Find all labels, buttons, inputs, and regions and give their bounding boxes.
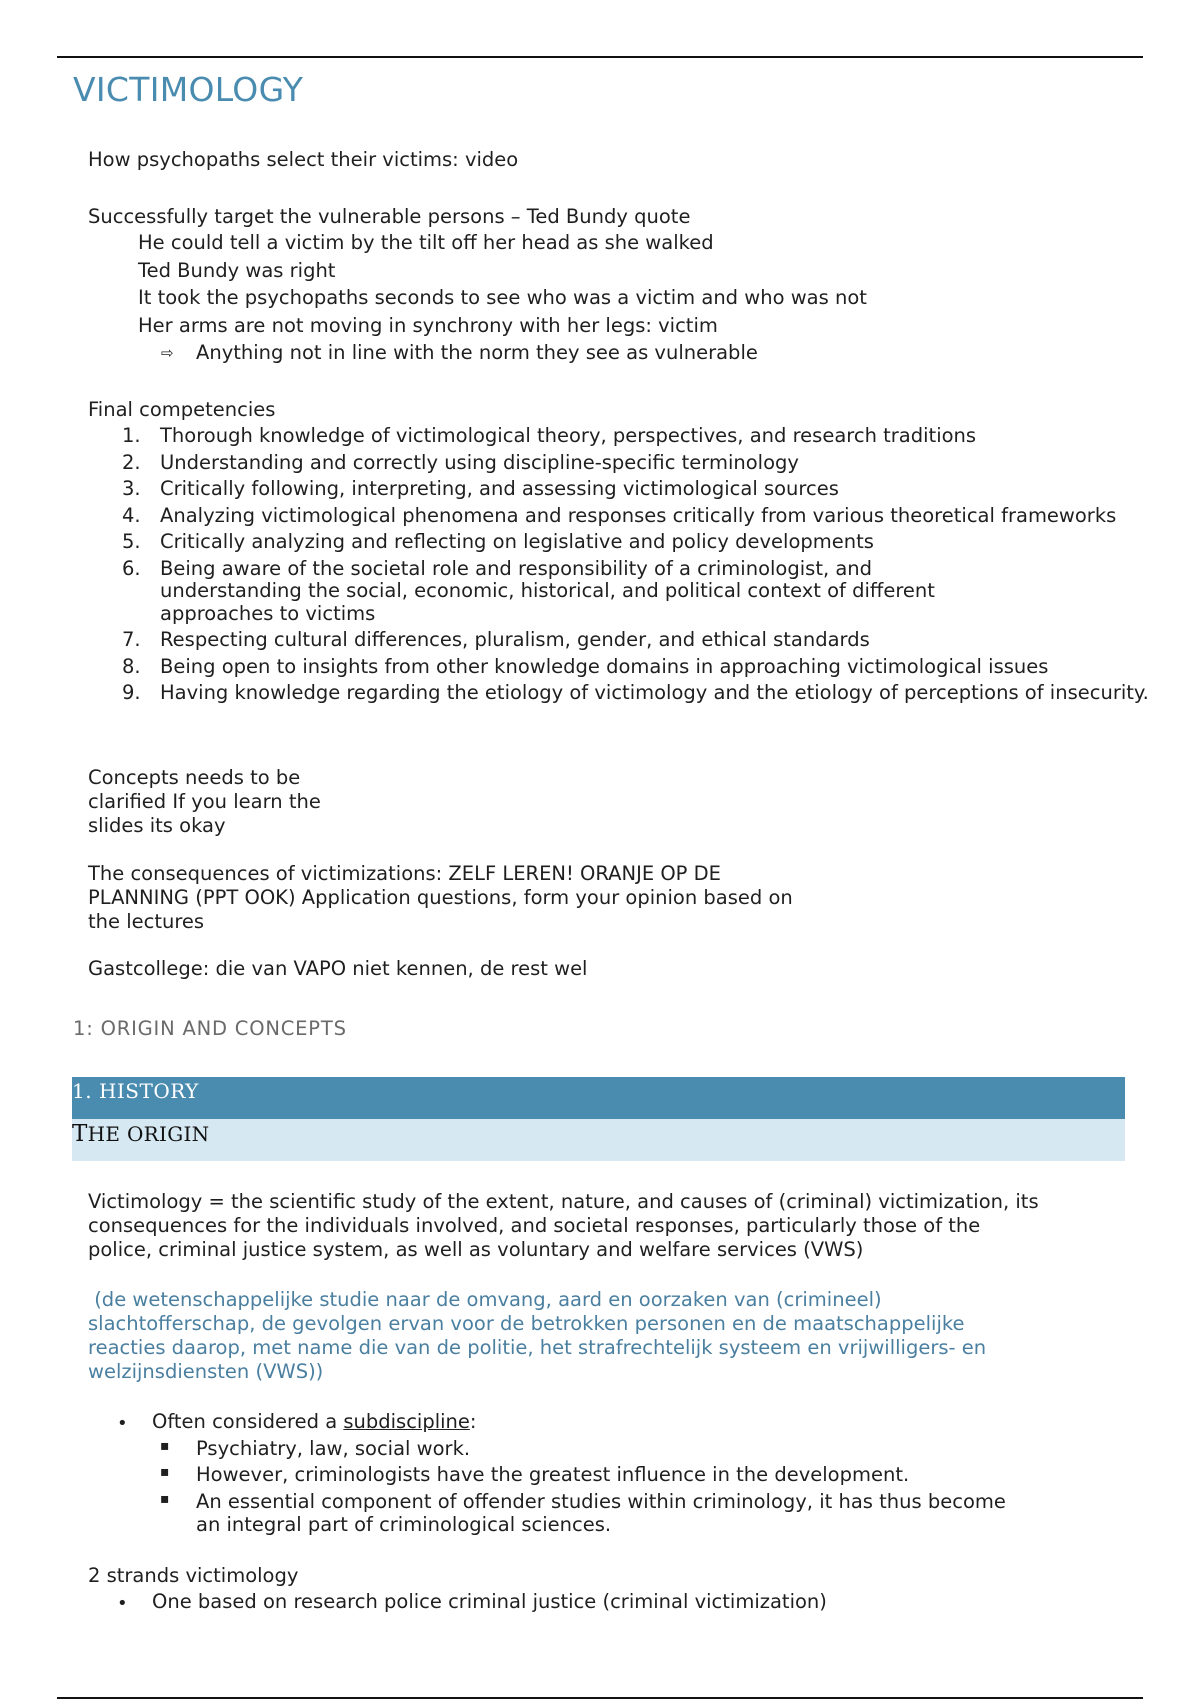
gastcollege-note: Gastcollege: die van VAPO niet kennen, de rest wel bbox=[88, 957, 588, 980]
heading2-bar bbox=[72, 1119, 1125, 1161]
bundy-line: It took the psychopaths seconds to see who was a victim and who was not bbox=[138, 286, 867, 309]
subdiscipline-item: Often considered a subdiscipline: bbox=[152, 1410, 477, 1433]
list-item: 6. Being aware of the societal role and responsibility of a criminologist, and understanding the social, economic, historical, and political context of different approaches to victims bbox=[122, 556, 935, 625]
definition-dutch: (de wetenschappelijke studie naar de omvang, aard en oorzaken van (crimineel) slachtofferschap, de gevolgen ervan voor de betrokken personen en de maatschappelijke reacties daarop, met name die van de politie, het strafrechtelijk systeem en vrijwilligers- en welzijnsdiensten (VWS)) bbox=[88, 1288, 987, 1383]
list-item: 8. Being open to insights from other knowledge domains in approaching victimological issues bbox=[122, 654, 1049, 678]
list-item: 2. Understanding and correctly using discipline-specific terminology bbox=[122, 450, 799, 474]
list-item: 1. Thorough knowledge of victimological theory, perspectives, and research traditions bbox=[122, 424, 977, 447]
section-title: 1: ORIGIN AND CONCEPTS bbox=[73, 1017, 347, 1040]
heading-history: 1. HISTORY bbox=[72, 1079, 199, 1103]
square-bullet-icon: ▪ bbox=[160, 1464, 170, 1480]
consequences-note: The consequences of victimizations: ZELF LEREN! ORANJE OP DE PLANNING (PPT OOK) Application questions, form your opinion based on the lectures bbox=[88, 862, 793, 933]
video-line: How psychopaths select their victims: video bbox=[88, 148, 519, 171]
definition: Victimology = the scientific study of the extent, nature, and causes of (criminal) victimization, its consequences for the individuals involved, and societal responses, particularly those of the police, criminal justice system, as well as voluntary and welfare services (VWS) bbox=[88, 1190, 1039, 1261]
square-bullet-icon: ▪ bbox=[160, 1491, 170, 1507]
list-item: 3. Critically following, interpreting, and assessing victimological sources bbox=[122, 477, 839, 500]
sub-list-item: Psychiatry, law, social work. bbox=[196, 1437, 471, 1460]
list-item: 7. Respecting cultural differences, pluralism, gender, and ethical standards bbox=[122, 628, 870, 651]
strands-heading: 2 strands victimology bbox=[88, 1564, 299, 1587]
list-item: 9. Having knowledge regarding the etiology of victimology and the etiology of perceptions of insecurity. bbox=[122, 681, 1149, 704]
top-rule bbox=[57, 56, 1143, 58]
bundy-line: He could tell a victim by the tilt off her head as she walked bbox=[138, 231, 714, 254]
sub-list-item: However, criminologists have the greatest influence in the development. bbox=[196, 1463, 910, 1486]
square-bullet-icon: ▪ bbox=[160, 1438, 170, 1454]
strand-item: One based on research police criminal justice (criminal victimization) bbox=[152, 1590, 827, 1613]
heading-the-origin: THE ORIGIN bbox=[72, 1121, 210, 1147]
bundy-line: Her arms are not moving in synchrony with her legs: victim bbox=[138, 314, 718, 337]
bullet-icon: • bbox=[117, 1593, 128, 1614]
bundy-conclusion: Anything not in line with the norm they see as vulnerable bbox=[196, 341, 758, 364]
list-item: 5. Critically analyzing and reflecting on legislative and policy developments bbox=[122, 530, 874, 553]
heading1-bar bbox=[72, 1077, 1125, 1119]
page-title: VICTIMOLOGY bbox=[73, 70, 304, 109]
list-item: 4. Analyzing victimological phenomena and responses critically from various theoretical frameworks bbox=[122, 503, 1117, 527]
bundy-line: Ted Bundy was right bbox=[138, 259, 336, 282]
bullet-icon: • bbox=[117, 1413, 128, 1434]
concepts-note: Concepts needs to be clarified If you learn the slides its okay bbox=[88, 766, 321, 837]
bundy-heading: Successfully target the vulnerable persons – Ted Bundy quote bbox=[88, 205, 691, 228]
arrow-icon: ⇨ bbox=[161, 344, 174, 362]
bottom-rule bbox=[57, 1697, 1143, 1699]
competencies-list bbox=[88, 425, 1148, 709]
competencies-heading: Final competencies bbox=[88, 398, 276, 421]
sub-list-item: An essential component of offender studies within criminology, it has thus become an integral part of criminological sciences. bbox=[196, 1490, 1006, 1536]
